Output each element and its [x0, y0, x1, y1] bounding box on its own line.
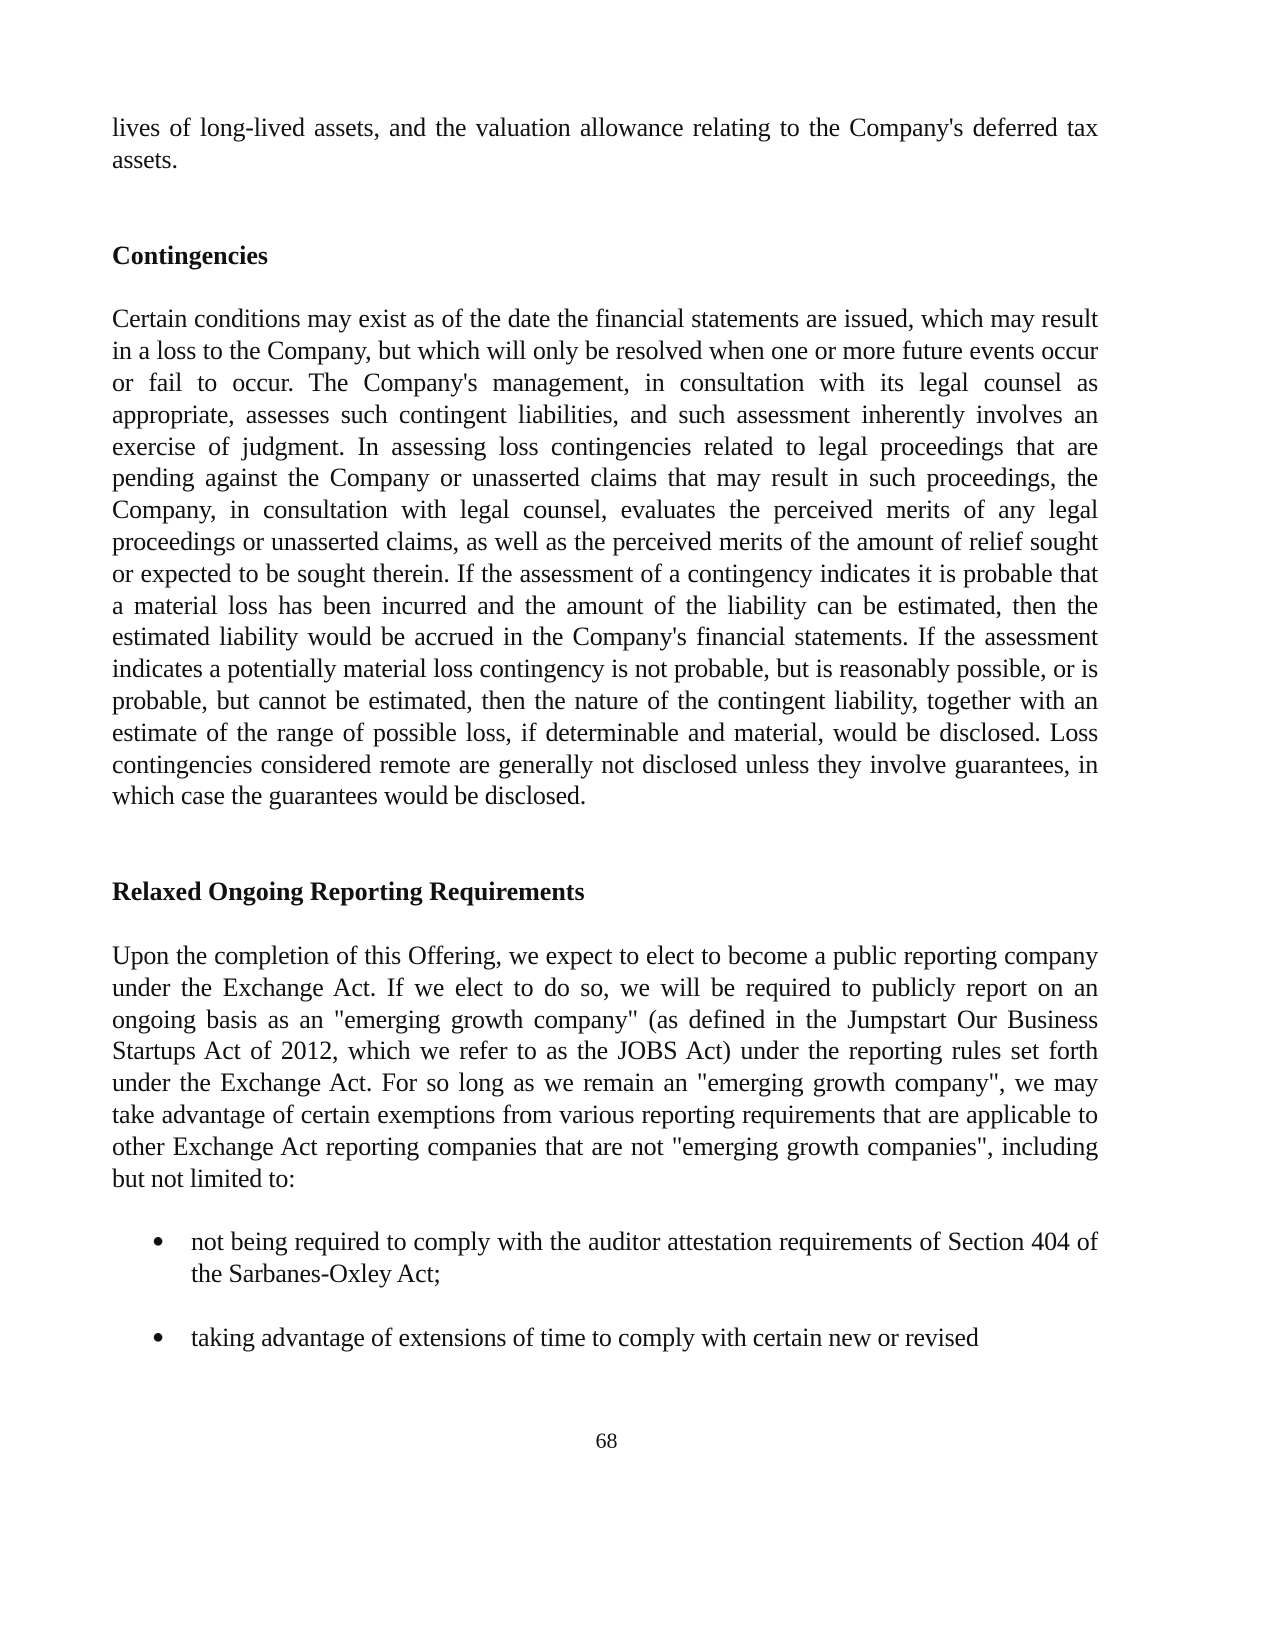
page-number: 68 — [595, 1428, 618, 1453]
exemptions-list — [112, 1226, 1098, 1353]
bullet-icon: ● — [152, 1230, 164, 1253]
list-item — [112, 1322, 1098, 1354]
intro-paragraph: lives of long-lived assets, and the valuation allowance relating to the Company's deferred tax assets. — [112, 113, 1098, 174]
list-item — [112, 1226, 1098, 1290]
bullet-icon: ● — [152, 1325, 164, 1348]
list-item-text: not being required to comply with the auditor attestation requirements of Section 404 of the Sarbanes-Oxley Act; — [191, 1227, 1098, 1289]
section-heading-relaxed-reporting: Relaxed Ongoing Reporting Requirements — [112, 877, 585, 907]
contingencies-paragraph: Certain conditions may exist as of the date the financial statements are issued, which may result in a loss to the Company, but which will only be resolved when one or more future events occur or fail to occur. The Company's management, in consultation with its legal counsel as appropriate, assesses such contingent liabilities, and such assessment inherently involves an exercise of judgment. In assessing loss contingencies related to legal proceedings that are pending against the Company or unasserted claims that may result in such proceedings, the Company, in consultation with legal counsel, evaluates the perceived merits of any legal proceedings or unasserted claims, as well as the perceived merits of the amount of relief sought or expected to be sought therein. If the assessment of a contingency indicates it is probable that a material loss has been incurred and the amount of the liability can be estimated, then the estimated liability would be accrued in the Company's financial statements. If the assessment indicates a potentially material loss contingency is not probable, but is reasonably possible, or is probable, but cannot be estimated, then the nature of the contingent liability, together with an estimate of the range of possible loss, if determinable and material, would be disclosed. Loss contingencies considered remote are generally not disclosed unless they involve guarantees, in which case the guarantees would be disclosed. — [112, 304, 1098, 811]
document-page — [112, 112, 1098, 1354]
section-heading-contingencies: Contingencies — [112, 240, 268, 270]
list-item-text: taking advantage of extensions of time to comply with certain new or revised — [191, 1322, 979, 1352]
relaxed-reporting-paragraph: Upon the completion of this Offering, we expect to elect to become a public reporting company under the Exchange Act. If we elect to do so, we will be required to publicly report on an ongoing basis as an "emerging growth company" (as defined in the Jumpstart Our Business Startups Act of 2012, which we refer to as the JOBS Act) under the reporting rules set forth under the Exchange Act. For so long as we remain an "emerging growth company", we may take advantage of certain exemptions from various reporting requirements that are applicable to other Exchange Act reporting companies that are not "emerging growth companies", including but not limited to: — [112, 940, 1098, 1193]
